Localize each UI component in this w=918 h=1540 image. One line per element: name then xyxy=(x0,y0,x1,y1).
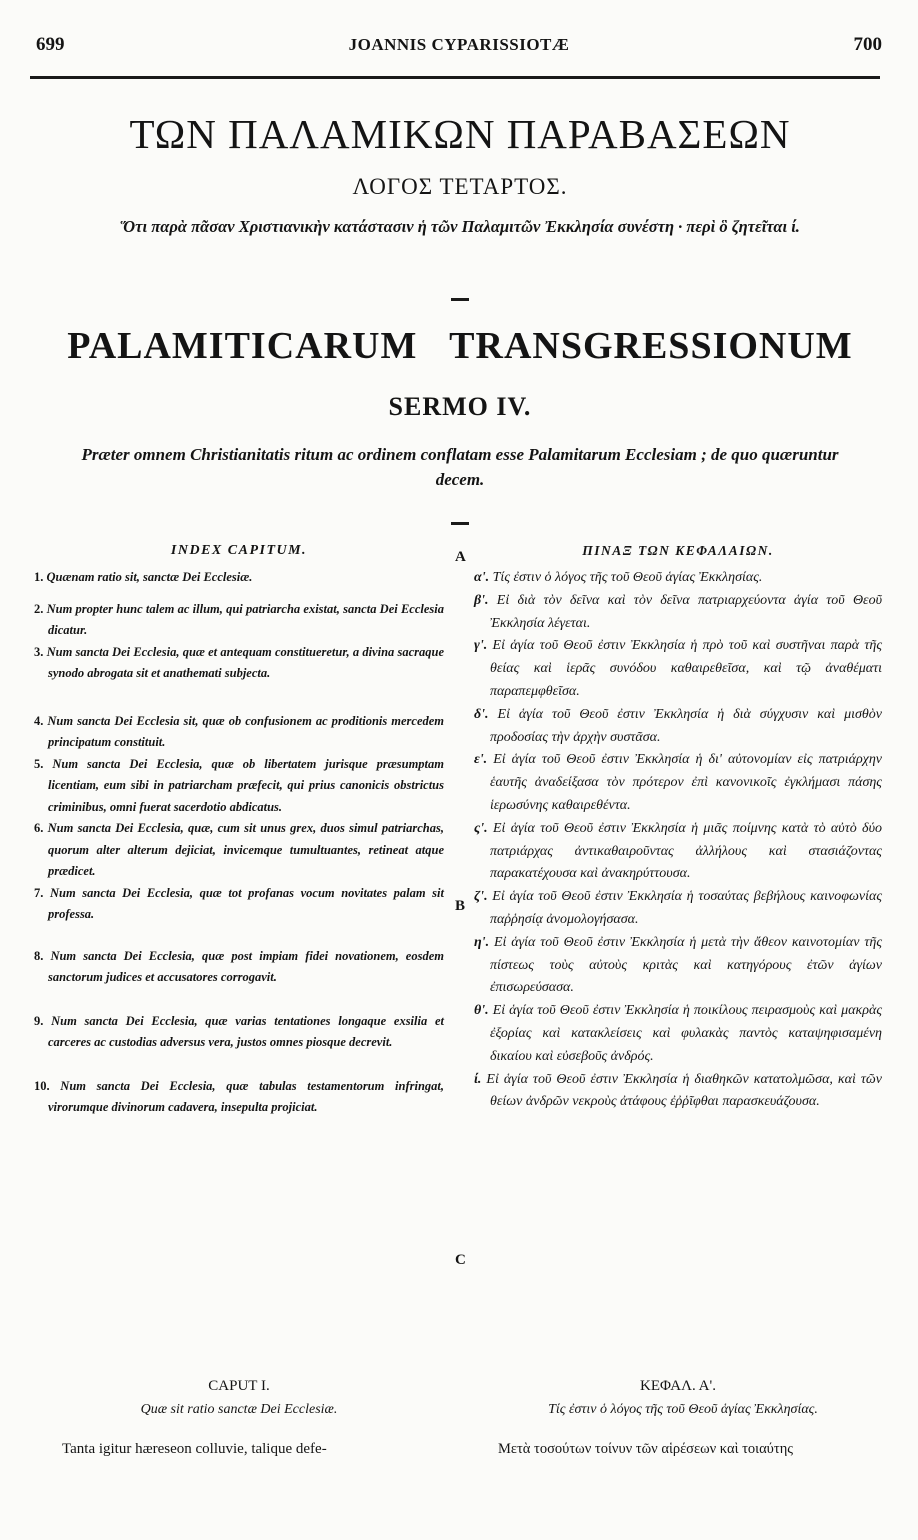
greek-sermo-title: ΛΟΓΟΣ ΤΕΤΑΡΤΟΣ. xyxy=(352,174,568,199)
section-divider xyxy=(451,522,469,525)
margin-letter-b: B xyxy=(455,898,466,914)
list-item: 2. Num propter hunc talem ac illum, qui patriarcha existat, sancta Dei Ecclesia dicatur. xyxy=(34,601,444,637)
list-item: γ'. Εἰ ἁγία τοῦ Θεοῦ ἐστιν Ἐκκλησία ἡ πρὸ τοῦ καὶ συστῆναι παρὰ τῆς θείας καὶ ἱερᾶς συνόδου καθαιρεθεῖσα, καὶ τῷ ἀναθέματι παραπεμφθεῖσα. xyxy=(474,638,882,699)
chapter-text-latin: Tanta igitur hæreseon colluvie, talique defe- xyxy=(62,1441,327,1457)
running-header xyxy=(30,34,888,60)
chapter-subtitle-latin: Quæ sit ratio sanctæ Dei Ecclesiæ. xyxy=(140,1402,338,1417)
list-item: ζ'. Εἰ ἁγία τοῦ Θεοῦ ἐστιν Ἐκκλησία ἡ τοσαύτας βεβήλους καινοφωνίας παῤῥησίᾳ ἀνομολογήσασα. xyxy=(474,889,883,927)
list-item: 5. Num sancta Dei Ecclesia, quæ ob libertatem jurisque præsumptam licentiam, eum sibi in patriarcham præfecit, qui prius canonicis obstrictus criminibus, omni fuerat sacerdotio abdicatus. xyxy=(34,756,445,814)
margin-letter-c: C xyxy=(455,1252,466,1268)
page-number-left: 699 xyxy=(36,34,65,55)
list-item: 7. Num sancta Dei Ecclesia, quæ tot profanas vocum novitates palam sit professa. xyxy=(34,885,444,921)
latin-title: PALAMITICARUM TRANSGRESSIONUM xyxy=(67,325,853,367)
greek-index-column xyxy=(474,543,882,1114)
section-divider xyxy=(451,298,469,301)
list-item: α'. Τίς ἐστιν ὁ λόγος τῆς τοῦ Θεοῦ ἁγίας Ἐκκλησίας. xyxy=(474,570,763,585)
page-number-right: 700 xyxy=(853,34,882,55)
chapter-heading-greek: ΚΕΦΑΛ. Α'. xyxy=(640,1378,716,1394)
latin-index-column xyxy=(34,543,444,1119)
latin-argument: Præter omnem Christianitatis ritum ac ordinem conflatam esse Palamitarum Ecclesiam ; de quo quæruntur decem. xyxy=(81,445,839,489)
chapter-heading-latin: CAPUT I. xyxy=(208,1378,270,1394)
latin-index-heading: INDEX CAPITUM. xyxy=(170,543,308,558)
list-item: δ'. Εἰ ἁγία τοῦ Θεοῦ ἐστιν Ἐκκλησία ἡ διὰ σύγχυσιν καὶ μισθὸν προδοσίας τὴν ἀρχὴν συστᾶσα. xyxy=(474,706,882,745)
list-item: β'. Εἰ διὰ τὸν δεῖνα καὶ τὸν δεῖνα πατριαρχεύοντα ἁγία τοῦ Θεοῦ Ἐκκλησία λέγεται. xyxy=(474,592,882,631)
greek-title: ΤΩΝ ΠΑΛΑΜΙΚΩΝ ΠΑΡΑΒΑΣΕΩΝ xyxy=(129,111,791,157)
list-item: ε'. Εἰ ἁγία τοῦ Θεοῦ ἐστιν Ἐκκλησία ἡ δι' αὐτονομίαν εἰς πατριάρχην ἑαυτῆς ἀναδείξασα τὸν πρότερον ἐπὶ κανονικοῖς ἐγκλήμασι πάσης ἱερωσύνης καθαιρεθέντα. xyxy=(474,752,882,813)
header-rule xyxy=(30,76,880,79)
list-item: θ'. Εἰ ἁγία τοῦ Θεοῦ ἐστιν Ἐκκλησία ἡ ποικίλους πειρασμοὺς καὶ μακρὰς ἐξορίας καὶ κατακλείσεις καὶ φυλακὰς παντὸς καταψηφισαμένη δικαίου καὶ εὐσεβοῦς ἀνδρός. xyxy=(474,1003,882,1064)
list-item: η'. Εἰ ἁγία τοῦ Θεοῦ ἐστιν Ἐκκλησία ἡ μετὰ τὴν ἄθεον καινοτομίαν τῆς πίστεως τοὺς αὐτοὺς κριτὰς καὶ κατηγόρους ἐτῶν ἁγίων ἐπισωρεύσασα. xyxy=(474,934,883,996)
list-item: 8. Num sancta Dei Ecclesia, quæ post impiam fidei novationem, eosdem sanctorum judices et accusatores corrogavit. xyxy=(34,948,444,984)
latin-sermo-title: SERMO IV. xyxy=(388,392,532,421)
greek-argument: Ὅτι παρὰ πᾶσαν Χριστιανικὴν κατάστασιν ἡ τῶν Παλαμιτῶν Ἐκκλησία συνέστη · περὶ ὃ ζητεῖται ί. xyxy=(120,217,800,236)
list-item: 3. Num sancta Dei Ecclesia, quæ et antequam constitueretur, a divina sacraque synodo abrogata sit et anathemati subjecta. xyxy=(34,644,445,680)
list-item: 10. Num sancta Dei Ecclesia, quæ tabulas testamentorum infringat, virorumque divinorum cadavera, insepulta projiciat. xyxy=(34,1078,444,1114)
list-item: ί. Εἰ ἁγία τοῦ Θεοῦ ἐστιν Ἐκκλησία ἡ διαθηκῶν κατατολμῶσα, καὶ τῶν θείων ἀνδρῶν νεκροὺς ἀτάφους ἐῤῥῖφθαι παρασκευάζουσα. xyxy=(474,1071,882,1110)
list-item: 1. Quænam ratio sit, sanctæ Dei Ecclesiæ. xyxy=(34,570,253,584)
chapter-text-greek: Μετὰ τοσούτων τοίνυν τῶν αἱρέσεων καὶ τοιαύτης xyxy=(498,1441,794,1457)
running-title: JOANNIS CYPARISSIOTÆ xyxy=(348,35,570,54)
greek-index-heading: ΠΙΝΑΞ ΤΩΝ ΚΕΦΑΛΑΙΩΝ. xyxy=(582,543,774,558)
list-item: 6. Num sancta Dei Ecclesia, quæ, cum sit unus grex, duos simul patriarchas, quorum alter alterum dejiciat, invicemque tumultuantes, retineat atque prædicet. xyxy=(34,821,445,878)
chapter-subtitle-greek: Τίς ἐστιν ὁ λόγος τῆς τοῦ Θεοῦ ἁγίας Ἐκκλησίας. xyxy=(548,1402,818,1417)
list-item: 4. Num sancta Dei Ecclesia sit, quæ ob confusionem ac proditionis mercedem principatum constituit. xyxy=(34,713,445,749)
list-item: 9. Num sancta Dei Ecclesia, quæ varias tentationes longaque exsilia et carceres ac custodias adversus vera, justos omnes piosque decrevit. xyxy=(34,1013,444,1049)
margin-letter-a: A xyxy=(455,549,466,565)
list-item: ς'. Εἰ ἁγία τοῦ Θεοῦ ἐστιν Ἐκκλησία ἡ μιᾶς ποίμνης κατὰ τὸ αὐτὸ δύο πατριάρχας ἀντικαθαιροῦντας ἀλλήλους καὶ στασιάζοντας παρακατέχουσα καὶ ἀνακηρύττουσα. xyxy=(474,820,882,882)
